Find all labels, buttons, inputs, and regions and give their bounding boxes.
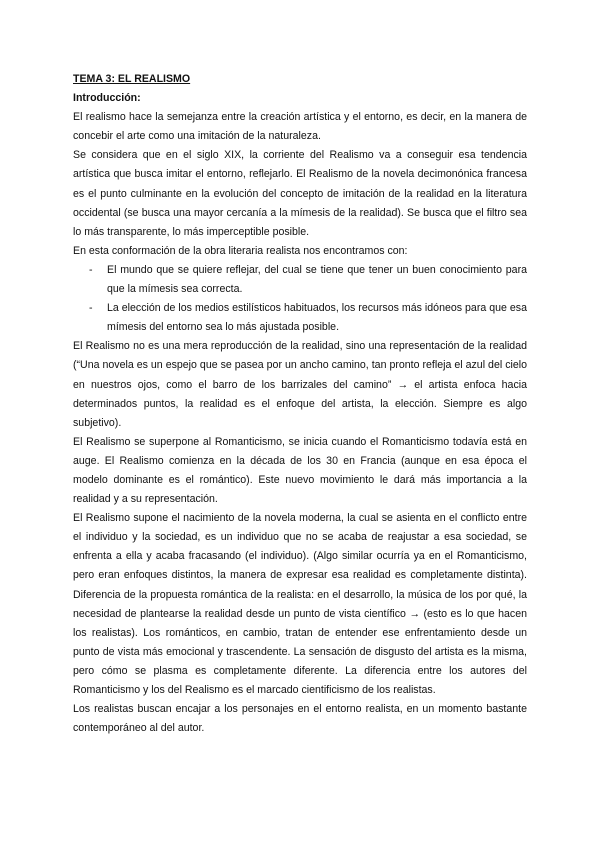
list-item [73, 261, 527, 299]
section-heading: Introducción: [73, 92, 141, 105]
dash-bullet: - [89, 302, 93, 315]
list-item [73, 299, 527, 337]
paragraph: En esta conformación de la obra literaria realista nos encontramos con: [73, 244, 408, 257]
bullet-list [73, 261, 527, 337]
paragraph: El Realismo se superpone al Romanticismo, se inicia cuando el Romanticismo todavía está en auge. El Realismo comienza en la década de los 30 en Francia (aunque en esa época el modelo dominante es el romántico). Este nuevo movimiento le dará más importancia a la realidad y a su representación. [73, 435, 527, 506]
dash-bullet: - [89, 263, 93, 276]
paragraph: El realismo hace la semejanza entre la creación artística y el entorno, es decir, en la manera de concebir el arte como una imitación de la naturaleza. [73, 111, 527, 143]
document-title: TEMA 3: EL REALISMO [73, 73, 191, 85]
paragraph: Los realistas buscan encajar a los personajes en el entorno realista, en un momento bastante contemporáneo al del autor. [73, 703, 527, 735]
document-body [73, 70, 527, 738]
paragraph: El Realismo supone el nacimiento de la novela moderna, la cual se asienta en el conflicto entre el individuo y la sociedad, es un individuo que no se acaba de reajustar a esa sociedad, se enfrenta a ella y acaba fracasando (el individuo). (Algo similar ocurría ya en el Romanticismo, pero eran enfoques distintos, la manera de expresar esa realidad es completamente distinta). Diferencia de la propuesta romántica de la realista: en el desarrollo, la música de los por qué, la necesidad de plantearse la realidad desde un punto de vista científico → (esto es lo que hacen los realistas). Los románticos, en cambio, tratan de entender ese enfrentamiento desde un punto de vista más emocional y trascendente. La sensación de disgusto del artista es la misma, pero cómo se plasma es completamente diferente. La diferencia entre los autores del Romanticismo y los del Realismo es el marcado cientificismo de los realistas. [73, 512, 527, 696]
list-item-text: La elección de los medios estilísticos habituados, los recursos más idóneos para que esa mímesis del entorno sea lo más ajustada posible. [107, 302, 527, 334]
list-item-text: El mundo que se quiere reflejar, del cual se tiene que tener un buen conocimiento para que la mímesis sea correcta. [107, 263, 527, 296]
paragraph: El Realismo no es una mera reproducción de la realidad, sino una representación de la realidad (“Una novela es un espejo que se pasea por un ancho camino, tan pronto refleja el azul del cielo en nuestros ojos, como el barro de los barrizales del camino” → el artista enfoca hacia determinados puntos, la realidad es el enfoque del artista, la elección. Siempre es algo subjetivo). [73, 340, 527, 429]
paragraph: Se considera que en el siglo XIX, la corriente del Realismo va a conseguir esa tendencia artística que busca imitar el entorno, reflejarlo. El Realismo de la novela decimonónica francesa es el punto culminante en la evolución del concepto de imitación de la realidad en la literatura occidental (se busca una mayor cercanía a la mímesis de la realidad). Se busca que el filtro sea lo más transparente, lo más imperceptible posible. [73, 149, 527, 238]
